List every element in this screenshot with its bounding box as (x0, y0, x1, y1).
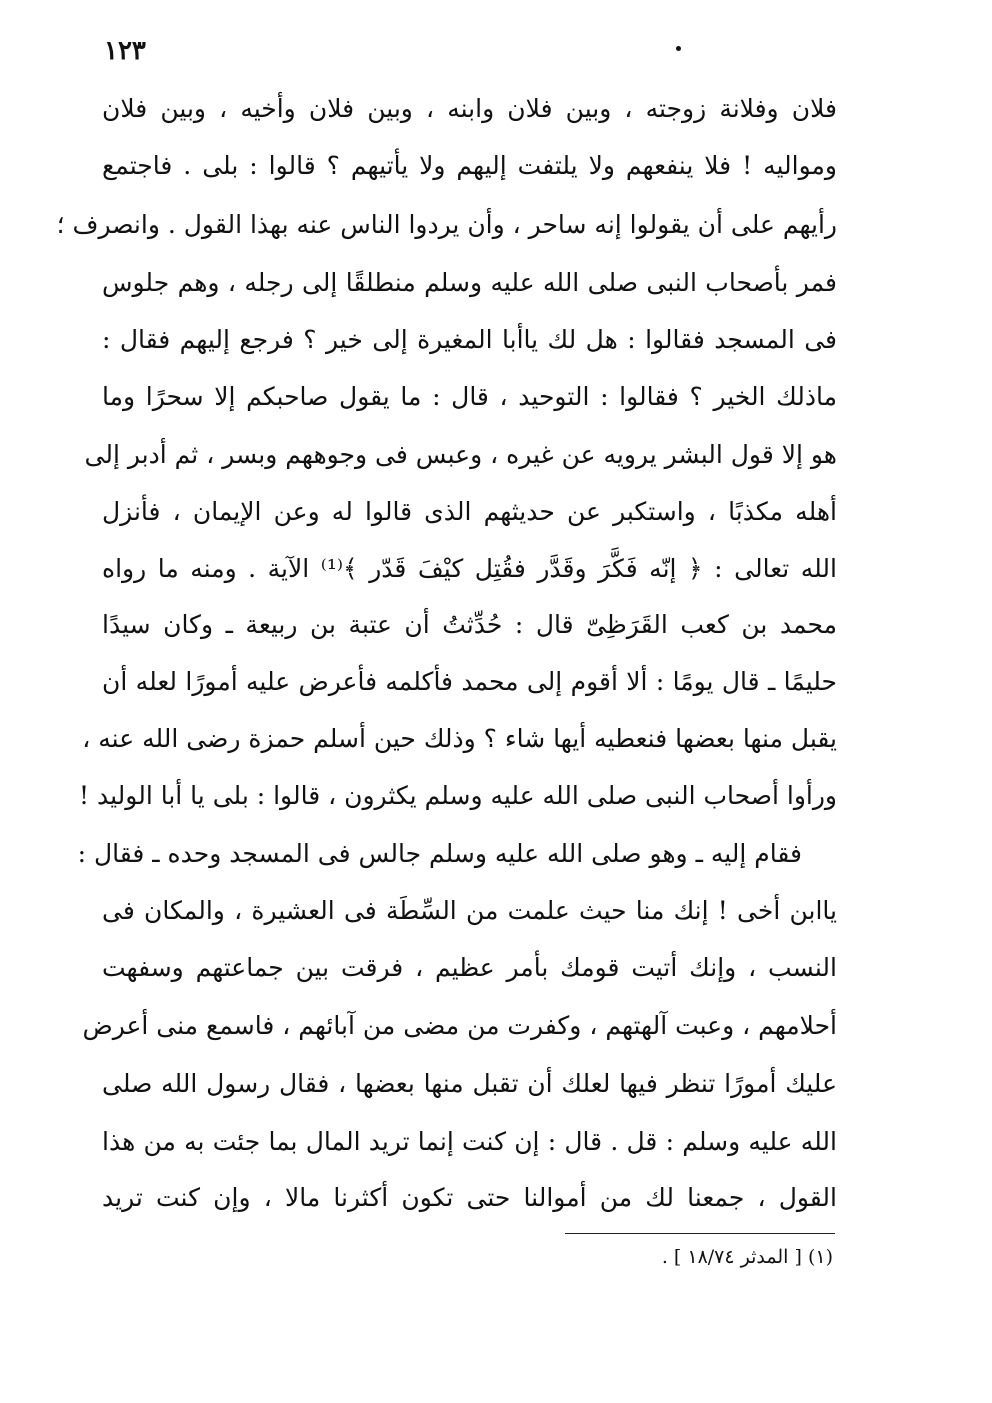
page-number: ١٢٣ (104, 36, 146, 66)
text-line: أهله مكذبًا ، واستكبر عن حديثهم الذى قالوا له وعن الإيمان ، فأنزل (102, 497, 837, 526)
text-line: محمد بن كعب القَرَظِىّ قال : حُدِّثتُ أن عتبة بن ربيعة ـ وكان سيدًا (102, 610, 837, 639)
text-line: ومواليه ! فلا ينفعهم ولا يلتفت إليهم ولا يأتيهم ؟ قالوا : بلى . فاجتمع (102, 151, 837, 180)
page-mark (676, 46, 681, 51)
text-line: فقام إليه ـ وهو صلى الله عليه وسلم جالس فى المسجد وحده ـ فقال : (77, 839, 802, 868)
text-line: فى المسجد فقالوا : هل لك ياأبا المغيرة إلى خير ؟ فرجع إليهم فقال : (102, 325, 837, 354)
text-line: هو إلا قول البشر يرويه عن غيره ، وعبس فى وجوههم وبسر ، ثم أدبر إلى (84, 440, 837, 469)
footnote-divider (565, 1233, 835, 1234)
text-line: أحلامهم ، وعبت آلهتهم ، وكفرت من مضى من آبائهم ، فاسمع منى أعرض (82, 1011, 837, 1040)
text-line: القول ، جمعنا لك من أموالنا حتى تكون أكثرنا مالا ، وإن كنت تريد (102, 1183, 837, 1212)
text-line: الله عليه وسلم : قل . قال : إن كنت إنما تريد المال بما جئت به من هذا (102, 1127, 837, 1156)
text-line: فلان وفلانة زوجته ، وبين فلان وابنه ، وبين فلان وأخيه ، وبين فلان (102, 94, 837, 123)
text-line: ورأوا أصحاب النبى صلى الله عليه وسلم يكثرون ، قالوا : بلى يا أبا الوليد ! (79, 781, 837, 810)
text-line: الله تعالى : ﴿ إنّه فَكَّرَ وقَدَّر فقُتِل كيْفَ قَدّر ﴾⁽¹⁾ الآية . ومنه ما رواه (102, 554, 837, 583)
text-line: يقبل منها بعضها فنعطيه أيها شاء ؟ وذلك حين أسلم حمزة رضى الله عنه ، (82, 724, 837, 753)
text-line: عليك أمورًا تنظر فيها لعلك أن تقبل منها بعضها ، فقال رسول الله صلى (102, 1069, 837, 1098)
text-line: ماذلك الخير ؟ فقالوا : التوحيد ، قال : ما يقول صاحبكم إلا سحرًا وما (102, 382, 837, 411)
text-line: النسب ، وإنك أتيت قومك بأمر عظيم ، فرقت بين جماعتهم وسفهت (102, 953, 837, 982)
text-line: حليمًا ـ قال يومًا : ألا أقوم إلى محمد فأكلمه فأعرض عليه أمورًا لعله أن (102, 667, 837, 696)
text-line: فمر بأصحاب النبى صلى الله عليه وسلم منطلقًا إلى رجله ، وهم جلوس (102, 268, 837, 297)
footnote: (١) [ المدثر ١٨/٧٤ ] . (661, 1246, 833, 1268)
text-line: رأيهم على أن يقولوا إنه ساحر ، وأن يردوا الناس عنه بهذا القول . وانصرف ؛ (56, 210, 837, 239)
text-line: ياابن أخى ! إنك منا حيث علمت من السِّطَة فى العشيرة ، والمكان فى (102, 896, 837, 925)
